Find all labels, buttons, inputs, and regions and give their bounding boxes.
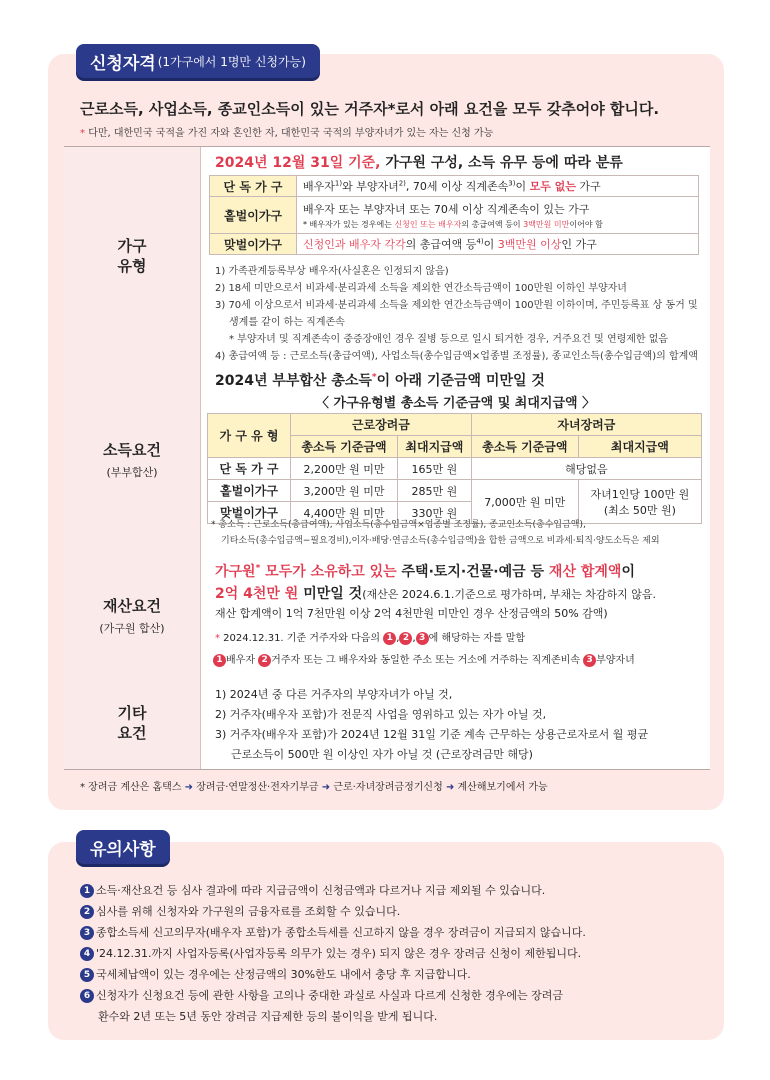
income-heading: 2024년 부부합산 총소득*이 아래 기준금액 미만일 것 xyxy=(215,372,545,389)
list-item: 2 심사를 위해 신청자와 가구원의 금융자료를 조회할 수 있습니다. xyxy=(80,901,586,922)
eligibility-tab xyxy=(76,44,320,78)
cautions-list xyxy=(80,880,586,1027)
eligibility-title: 신청자격 xyxy=(90,53,156,74)
property-line3: 재산 합계액이 1억 7천만원 이상 2억 4천만원 미만인 경우 산정금액의 50% 감액) xyxy=(215,607,608,620)
property-items: 1 배우자 2 거주자 또는 그 배우자와 동일한 주소 또는 거소에 거주하는 직계존비속 3 부양자녀 xyxy=(213,651,635,667)
household-row xyxy=(64,147,710,366)
calc-note: * 장려금 계산은 홈택스 ➜ 장려금·연말정산·전자기부금 ➜ 근로·자녀장려금정기신청 ➜ 계산해보기에서 가능 xyxy=(80,782,548,793)
household-label: 가구 유형 xyxy=(64,147,201,365)
property-row xyxy=(64,555,710,678)
other-row xyxy=(64,677,710,770)
table-row: 홑벌이가구 배우자 또는 부양자녀 또는 70세 이상 직계존속이 있는 가구 * 배우자가 있는 경우에는 신청인 또는 배우자의 총급여액 등이 3백만원 미만이어야 함 xyxy=(210,197,699,234)
table-row: 단 독 가 구 배우자$^{1)}$와 부양자녀$^{2)}$, 70세 이상 직계존속$^{3)}$이 모두 없는 가구 xyxy=(210,176,699,197)
cautions-tab xyxy=(76,830,170,864)
list-item: 4 '24.12.31.까지 사업자등록(사업자등록 의무가 있는 경우) 되지 않은 경우 장려금 신청이 제한됩니다. xyxy=(80,943,586,964)
table-row: 단 독 가 구 2,200만 원 미만 165만 원 해당없음 xyxy=(208,458,702,480)
income-label: 소득요건 (부부합산) xyxy=(64,365,201,555)
household-heading: 2024년 12월 31일 기준, 가구원 구성, 소득 유무 등에 따라 분류 xyxy=(215,155,623,171)
eligibility-subtitle: (1가구에서 1명만 신청가능) xyxy=(157,54,306,69)
requirements-grid xyxy=(64,146,710,769)
table-row: 맞벌이가구 신청인과 배우자 각각의 총급여액 등$^{4)}$이 3백만원 이상인 가구 xyxy=(210,234,699,255)
household-type-table xyxy=(209,175,699,255)
income-row xyxy=(64,365,710,556)
household-notes: 1) 가족관계등록부상 배우자(사실혼은 인정되지 않음) 2) 18세 미만으로서 비과세·분리과세 소득을 제외한 연간소득금액이 100만원 이하인 부양자녀 3) 70세 이상으로서 비과세·분리과세 소득을 제외한 연간소득금액이 100만원 이하이며, 주민등록표 상 동거 및 생계를 같이 하는 직계존속 * 부양자녀 및 직계존속이 중증장애인 경우 질병 등으로 일시 퇴거한 경우, 거주요건 및 연령제한 없음 4) 총급여액 등 : 근로소득(총급여액), 사업소득(총수입금액×업종별 조정률), 종교인소득(총수입금액)의 합계액 xyxy=(215,266,698,362)
intro-note: * 다만, 대한민국 국적을 가진 자와 혼인한 자, 대한민국 국적의 부양자녀가 있는 자는 신청 가능 xyxy=(80,128,494,139)
other-content xyxy=(201,677,710,769)
list-item: 6 신청자가 신청요건 등에 관한 사항을 고의나 중대한 과실로 사실과 다르게 신청한 경우에는 장려금 xyxy=(80,985,586,1006)
cautions-title: 유의사항 xyxy=(90,839,156,860)
table-row: 홑벌이가구 3,200만 원 미만 285만 원 7,000만 원 미만 자녀1인당 100만 원 (최소 50만 원) xyxy=(208,480,702,502)
other-items: 1) 2024년 중 다른 거주자의 부양자녀가 아닐 것, 2) 거주자(배우자 포함)가 전문직 사업을 영위하고 있는 자가 아닐 것, 3) 거주자(배우자 포함)가 2024년 12월 31일 기준 계속 근무하는 상용근로자로서 월 평균 근로소득이 500만 원 이상인 자가 아닐 것 (근로장려금만 해당) xyxy=(215,688,649,761)
list-item-continuation: 환수와 2년 또는 5년 동안 장려금 지급제한 등의 불이익을 받게 됩니다. xyxy=(98,1010,438,1023)
list-item: 1 소득·재산요건 등 심사 결과에 따라 지급금액이 신청금액과 다르거나 지급 제외될 수 있습니다. xyxy=(80,880,586,901)
property-content xyxy=(201,555,710,677)
list-item: 3 종합소득세 신고의무자(배우자 포함)가 종합소득세를 신고하지 않을 경우 장려금이 지급되지 않습니다. xyxy=(80,922,586,943)
list-item: 5 국세체납액이 있는 경우에는 산정금액의 30%한도 내에서 충당 후 지급합니다. xyxy=(80,964,586,985)
table-row: 맞벌이가구 4,400만 원 미만 330만 원 xyxy=(208,502,702,524)
household-content xyxy=(201,147,710,365)
other-label: 기타 요건 xyxy=(64,677,201,769)
income-content xyxy=(201,365,710,555)
property-line2: 2억 4천만 원 미만일 것(재산은 2024.6.1.기준으로 평가하며, 부채는 차감하지 않음. xyxy=(215,586,656,602)
property-note: * 2024.12.31. 기준 거주자와 다음의 1 , 2 , 3 에 해당하는 자를 말함 xyxy=(215,632,526,644)
income-subheading: 〈 가구유형별 총소득 기준금액 및 최대지급액 〉 xyxy=(315,396,596,411)
property-label: 재산요건 (가구원 합산) xyxy=(64,555,201,677)
income-note: * 총소득 : 근로소득(총급여액), 사업소득(총수입금액×업종별 조정률), 종교인소득(총수입금액), 기타소득(총수입금액−필요경비),이자·배당·연금소득(총수입금액)을 합한 금액으로 비과세·퇴직·양도소득은 제외 xyxy=(211,520,660,546)
intro-text: 근로소득, 사업소득, 종교인소득이 있는 거주자*로서 아래 요건을 모두 갖추어야 합니다. xyxy=(80,100,660,118)
income-table: 가 구 유 형 근로장려금 자녀장려금 총소득 기준금액 최대지급액 총소득 기준금액 최대지급액 단 독 가 구 2,200만 원 미만 165만 원 해당없음 홑벌이가구 3,200만 원 미만 285만 원 7,000만 원 미만 자녀1인당 100만 원 (최소 50만 원) 맞벌이가구 4,400만 원 미만 330만 원 xyxy=(207,413,702,524)
property-line1: 가구원* 모두가 소유하고 있는 주택·토지·건물·예금 등 재산 합계액이 xyxy=(215,563,635,580)
